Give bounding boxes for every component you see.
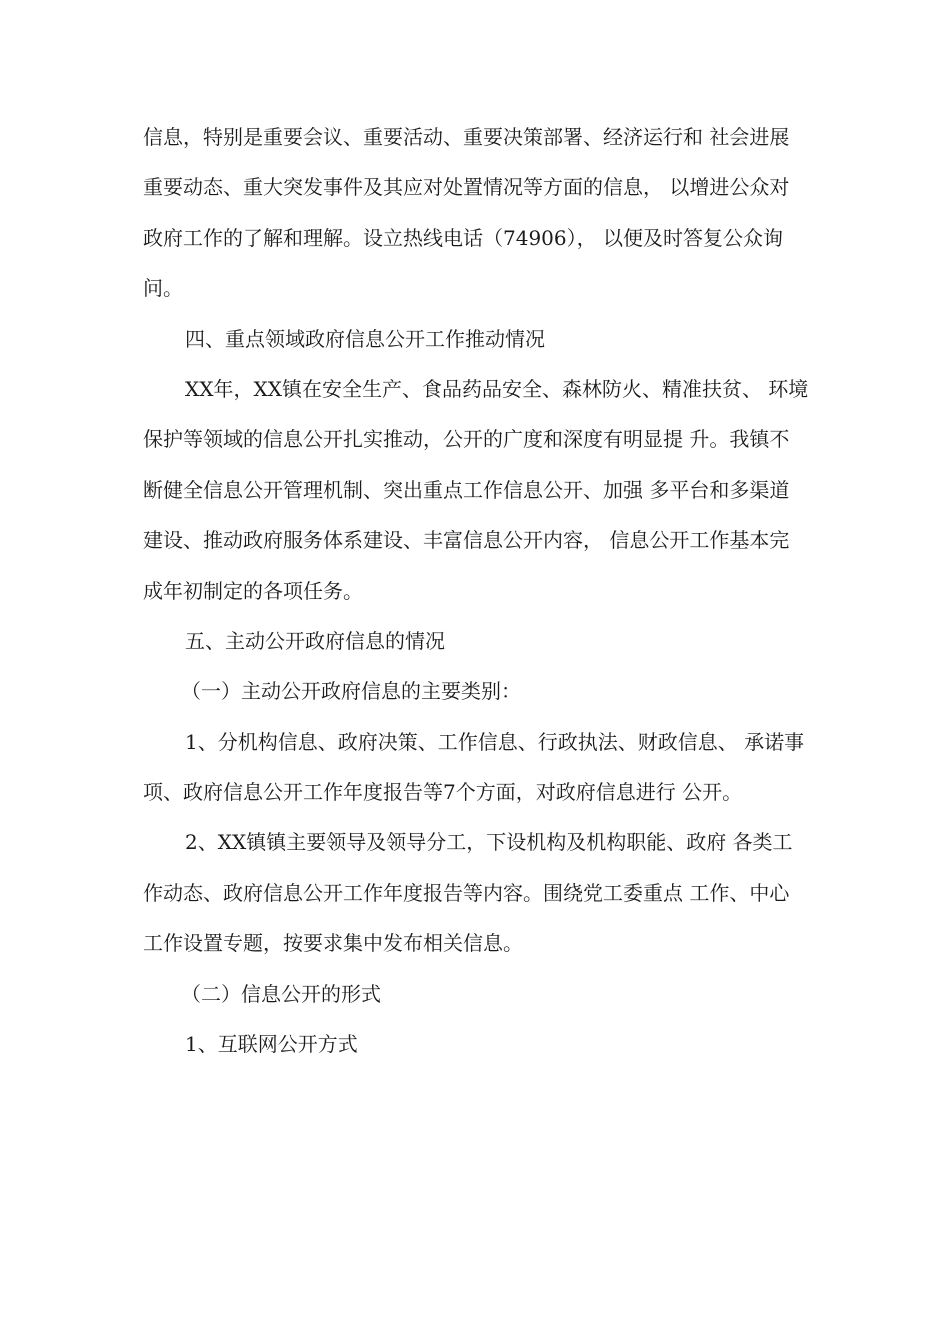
paragraph-line: 1、分机构信息、政府决策、工作信息、行政执法、财政信息、 承诺事 <box>185 729 805 754</box>
paragraph-line: 断健全信息公开管理机制、突出重点工作信息公开、加强 多平台和多渠道 <box>143 477 790 502</box>
section-heading: 四、重点领域政府信息公开工作推动情况 <box>185 326 545 351</box>
paragraph-line: 政府工作的了解和理解。设立热线电话（74906）， 以便及时答复公众询 <box>143 225 783 250</box>
paragraph-line: 1、互联网公开方式 <box>185 1032 358 1057</box>
subsection-heading: （一）主动公开政府信息的主要类别： <box>181 679 521 704</box>
paragraph-line: 建设、推动政府服务体系建设、丰富信息公开内容， 信息公开工作基本完 <box>143 528 790 553</box>
paragraph-line: 重要动态、重大突发事件及其应对处置情况等方面的信息， 以增进公众对 <box>143 175 790 200</box>
paragraph-line: XX年，XX镇在安全生产、食品药品安全、森林防火、精准扶贫、 环境 <box>185 376 809 401</box>
paragraph-line: 成年初制定的各项任务。 <box>143 578 363 603</box>
paragraph-line: 保护等领域的信息公开扎实推动，公开的广度和深度有明显提 升。我镇不 <box>143 427 790 452</box>
paragraph-line: 作动态、政府信息公开工作年度报告等内容。围绕党工委重点 工作、中心 <box>143 880 790 905</box>
paragraph-line: 项、政府信息公开工作年度报告等7个方面，对政府信息进行 公开。 <box>143 780 743 805</box>
paragraph-line: 2、XX镇镇主要领导及领导分工，下设机构及机构职能、政府 各类工 <box>185 830 793 855</box>
subsection-heading: （二）信息公开的形式 <box>181 981 381 1006</box>
section-heading: 五、主动公开政府信息的情况 <box>185 628 445 653</box>
paragraph-line: 工作设置专题，按要求集中发布相关信息。 <box>143 931 523 956</box>
paragraph-line: 问。 <box>143 276 183 301</box>
document-body <box>143 112 823 1069</box>
paragraph-line: 信息，特别是重要会议、重要活动、重要决策部署、经济运行和 社会进展 <box>143 125 790 149</box>
